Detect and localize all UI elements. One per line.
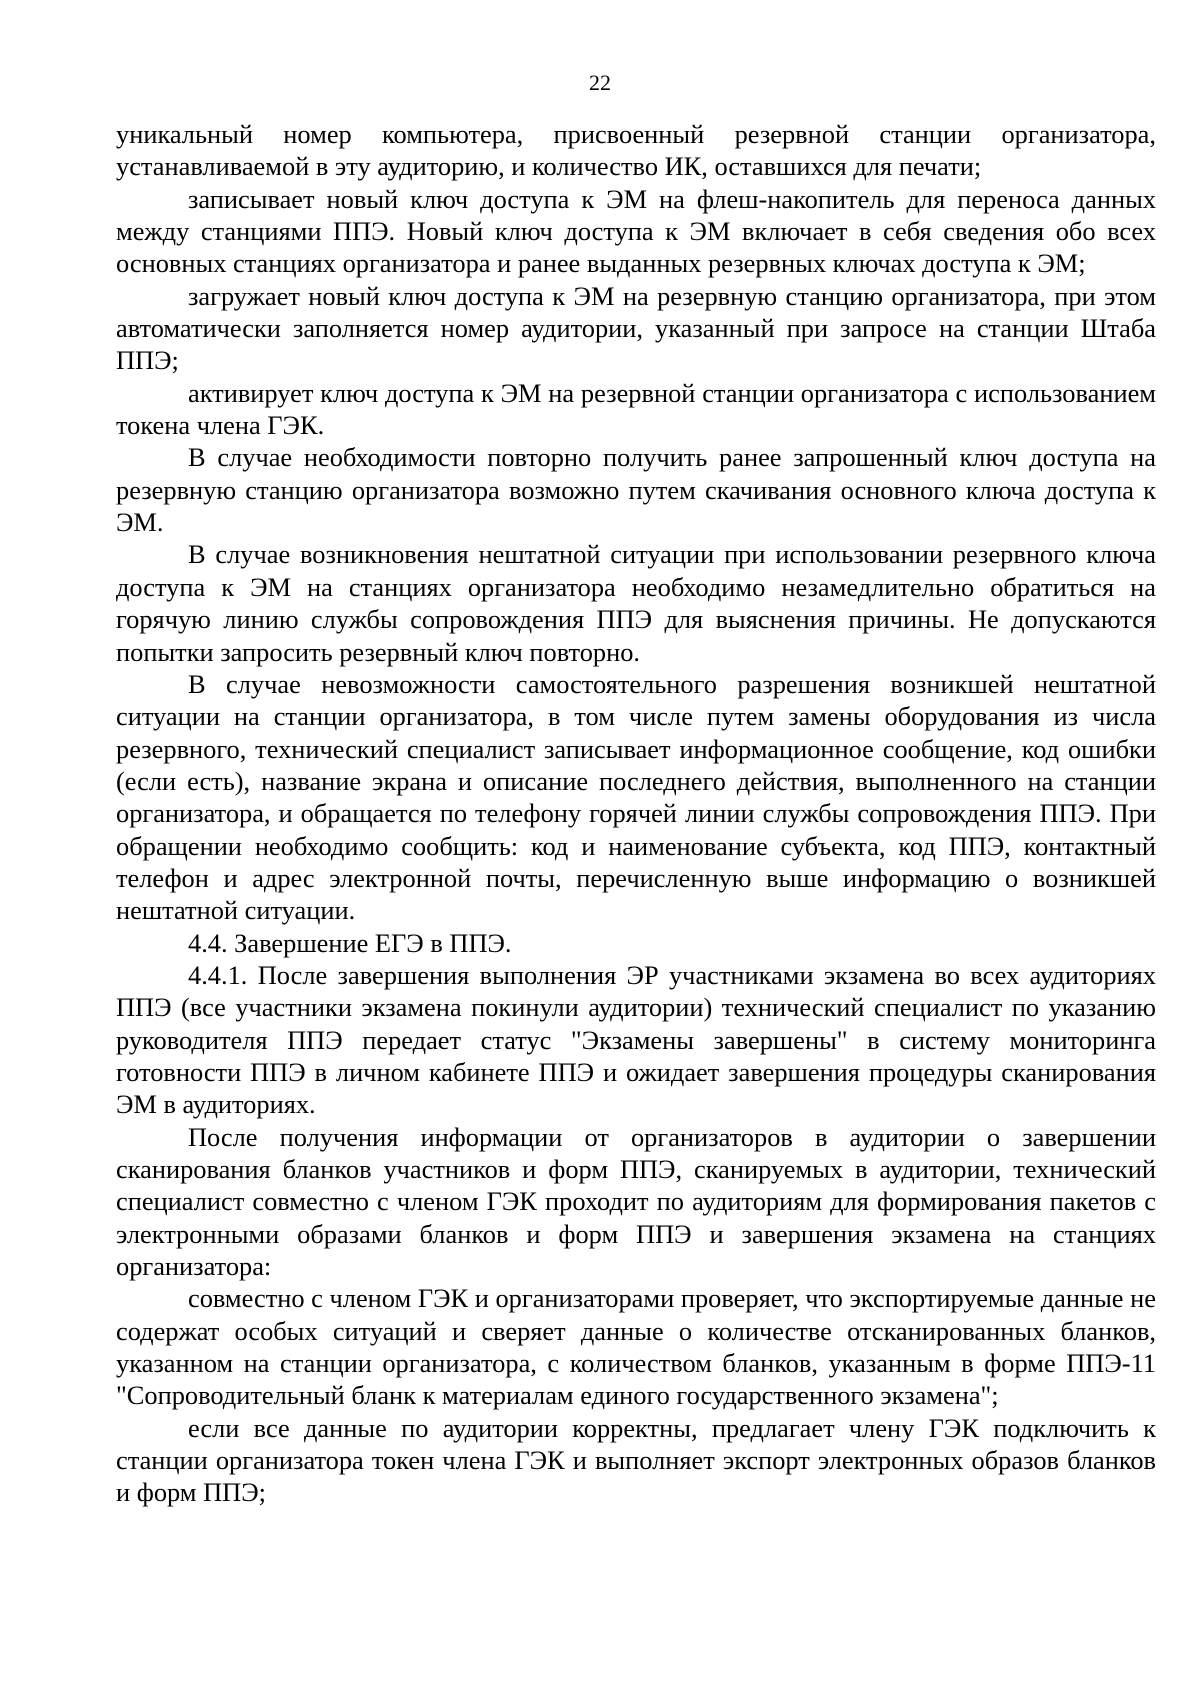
paragraph-emergency-hotline: В случае возникновения нештатной ситуации при использовании резервного ключа доступа к ЭМ на станциях организатора необходимо незамедлительно обратиться на горячую линию службы сопровождения ППЭ для выяснения причины. Не допускаются попытки запросить резервный ключ повторно. — [116, 539, 1156, 667]
paragraph-activate-key: активирует ключ доступа к ЭМ на резервной станции организатора с использованием токена члена ГЭК. — [116, 377, 1156, 441]
paragraph-verify-data: совместно с членом ГЭК и организаторами проверяет, что экспортируемые данные не содержат особых ситуаций и сверяет данные о количестве отсканированных бланков, указанном на станции организатора, с количеством бланков, указанным в форме ППЭ-11 "Сопроводительный бланк к материалам единого государственного экзамена"; — [116, 1283, 1156, 1411]
document-body — [116, 118, 1156, 1509]
paragraph-repeat-key: В случае необходимости повторно получить ранее запрошенный ключ доступа на резервную станцию организатора возможно путем скачивания основного ключа доступа к ЭМ. — [116, 442, 1156, 538]
paragraph-load-new-key: загружает новый ключ доступа к ЭМ на резервную станцию организатора, при этом автоматически заполняется номер аудитории, указанный при запросе на станции Штаба ППЭ; — [116, 280, 1156, 376]
paragraph-export-images: если все данные по аудитории корректны, предлагает члену ГЭК подключить к станции организатора токен члена ГЭК и выполняет экспорт электронных образов бланков и форм ППЭ; — [116, 1412, 1156, 1508]
page-number: 22 — [589, 70, 611, 95]
paragraph-continuation: уникальный номер компьютера, присвоенный резервной станции организатора, устанавливаемой в эту аудиторию, и количество ИК, оставшихся для печати; — [116, 119, 1156, 182]
section-heading-4-4: 4.4. Завершение ЕГЭ в ППЭ. — [188, 927, 512, 958]
paragraph-after-scanning: После получения информации от организаторов в аудитории о завершении сканирования бланков участников и форм ППЭ, сканируемых в аудитории, технический специалист совместно с членом ГЭК проходит по аудиториям для формирования пакетов с электронными образами бланков и форм ППЭ и завершения экзамена на станциях организатора: — [116, 1121, 1156, 1282]
paragraph-unresolved-situation: В случае невозможности самостоятельного разрешения возникшей нештатной ситуации на станции организатора, в том числе путем замены оборудования из числа резервного, технический специалист записывает информационное сообщение, код ошибки (если есть), название экрана и описание последнего действия, выполненного на станции организатора, и обращается по телефону горячей линии службы сопровождения ППЭ. При обращении необходимо сообщить: код и наименование субъекта, код ППЭ, контактный телефон и адрес электронной почты, перечисленную выше информацию о возникшей нештатной ситуации. — [116, 668, 1156, 926]
paragraph-write-new-key: записывает новый ключ доступа к ЭМ на флеш-накопитель для переноса данных между станциями ППЭ. Новый ключ доступа к ЭМ включает в себя сведения обо всех основных станциях организатора и ранее выданных резервных ключах доступа к ЭМ; — [116, 183, 1156, 279]
paragraph-4-4-1: 4.4.1. После завершения выполнения ЭР участниками экзамена во всех аудиториях ППЭ (все участники экзамена покинули аудитории) технический специалист по указанию руководителя ППЭ передает статус "Экзамены завершены" в систему мониторинга готовности ППЭ в личном кабинете ППЭ и ожидает завершения процедуры сканирования ЭМ в аудиториях. — [116, 959, 1156, 1120]
